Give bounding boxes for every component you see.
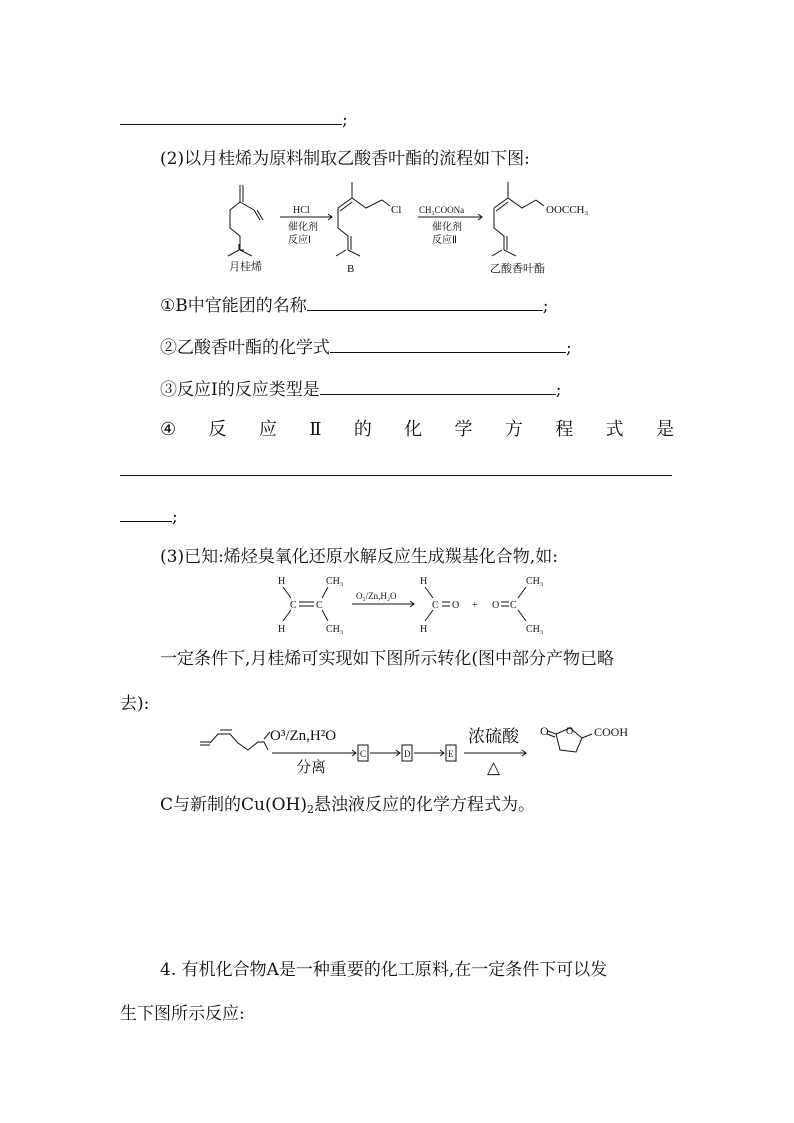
fill-blank[interactable] <box>320 378 556 395</box>
transformation-flow <box>198 720 658 780</box>
myrcene-structure <box>228 185 263 256</box>
b-label: B <box>347 263 355 275</box>
lactone-cooh: COOH <box>594 725 629 739</box>
q2-intro: (2)以月桂烯为原料制取乙酸香叶酯的流程如下图: <box>160 149 530 169</box>
flow-reagent: O³/Zn,H²O <box>270 728 337 744</box>
fill-blank[interactable] <box>330 336 566 353</box>
arrow-2-catalyst: 催化剂 <box>432 222 462 233</box>
eq-prod1-h-top: H <box>420 576 428 587</box>
flow-separation: 分离 <box>296 760 327 776</box>
answer-blank-long[interactable] <box>120 475 672 476</box>
q4-line1: 4. 有机化合物A是一种重要的化工原料,在一定条件下可以发 <box>160 960 608 980</box>
q3-intro: (3)已知:烯烃臭氧化还原水解反应生成羰基化合物,如: <box>160 547 558 567</box>
arrow-2-reagent: CH₃COONa <box>419 205 465 215</box>
q2-sub2: ②乙酸香叶酯的化学式 ; <box>160 338 572 358</box>
b-chlorine: Cl <box>391 204 402 216</box>
product-label: 乙酸香叶酯 <box>490 263 545 275</box>
eq-prod2-ch3-top: CH₃ <box>526 576 544 587</box>
eq-prod1-h-bottom: H <box>420 624 428 635</box>
eq-prod1-c: C <box>432 600 439 611</box>
arrow-1-reagent: HCl <box>293 205 310 216</box>
myrcene-label: 月桂烯 <box>229 261 262 273</box>
q2-sub1: ①B中官能团的名称 ; <box>160 296 549 316</box>
answer-blank-short: ; <box>120 505 178 529</box>
arrow-1-step: 反应Ⅰ <box>288 235 311 246</box>
flow-acid: 浓硫酸 <box>468 727 519 746</box>
eq-prod2-o: O <box>492 600 500 611</box>
myrcene-skeletal-small <box>200 730 270 750</box>
answer-blank-top: ; <box>120 108 348 132</box>
fill-blank[interactable] <box>120 505 172 522</box>
heat-symbol: △ <box>487 758 501 777</box>
scheme-myrcene-to-geranyl-acetate <box>210 180 630 280</box>
lactone-ring-o: O <box>566 726 574 737</box>
ozonolysis-equation <box>270 570 590 640</box>
eq-h-bottom: H <box>278 624 286 635</box>
eq-c-right: C <box>316 600 323 611</box>
q3-line2: 去): <box>120 694 150 714</box>
compound-b-structure <box>336 182 390 256</box>
fill-blank[interactable] <box>120 108 342 125</box>
box-d-label: D <box>404 749 411 759</box>
eq-c-left: C <box>290 600 297 611</box>
lactone-carbonyl-o: O <box>540 724 549 738</box>
geranyl-acetate-structure <box>492 182 544 256</box>
fill-blank[interactable] <box>307 294 543 311</box>
acetate-group: OOCCH₃ <box>546 204 589 216</box>
eq-prod1-o: O <box>452 600 460 611</box>
arrow-1-catalyst: 催化剂 <box>288 222 318 233</box>
q3-cu-question: C与新制的$Cu(OH)_2$悬浊液反应的化学方程式为。 <box>160 795 535 816</box>
eq-prod2-ch3-bottom: CH₃ <box>526 624 544 635</box>
box-c-label: C <box>360 749 367 759</box>
eq-prod2-c: C <box>510 600 517 611</box>
eq-arrow-reagent: O₃/Zn,H₂O <box>356 591 397 601</box>
q2-sub3: ③反应Ⅰ的反应类型是 ; <box>160 380 562 400</box>
eq-ch3-bottom: CH₃ <box>326 624 344 635</box>
arrow-2-step: 反应Ⅱ <box>432 235 457 246</box>
q2-sub4: ④ 反 应 Ⅱ 的 化 学 方 程 式 是 <box>160 419 674 440</box>
q4-line2: 生下图所示反应: <box>120 1004 245 1024</box>
eq-ch3-top: CH₃ <box>326 576 344 587</box>
q3-line1: 一定条件下,月桂烯可实现如下图所示转化(图中部分产物已略 <box>160 649 615 669</box>
box-e-label: E <box>448 749 454 759</box>
eq-plus: + <box>472 600 478 611</box>
eq-h-top: H <box>278 576 286 587</box>
